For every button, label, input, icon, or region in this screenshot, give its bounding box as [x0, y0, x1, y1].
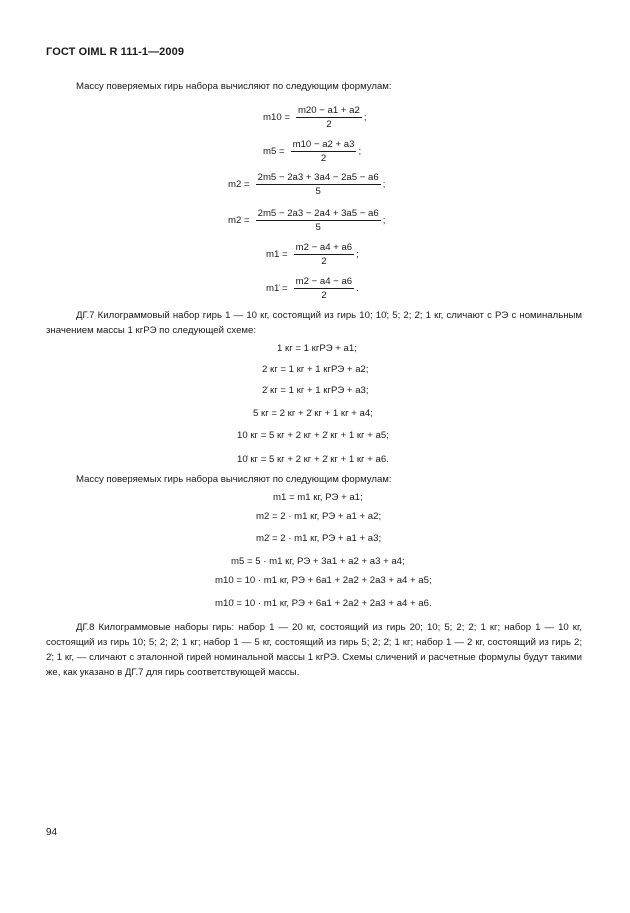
formula-tail: ; [356, 249, 359, 260]
formula-lhs: m1̇ = [266, 283, 288, 294]
formula-tail: . [356, 283, 359, 294]
scheme-line: 5 кг = 2 кг + 2̇ кг + 1 кг + a4; [253, 408, 373, 419]
formula-lhs: m5 = [263, 146, 285, 157]
formula-line: m5 = 5 · m1 кг, РЭ + 3a1 + a2 + a3 + a4; [231, 556, 405, 567]
dg7-paragraph: ДГ.7 Килограммовый набор гирь 1 — 10 кг, состоящий из гирь 10; 10̇; 5; 2; 2̇; 1 кг, сличают с РЭ с номинальным значением массы 1 кгРЭ по следующей схеме: [46, 310, 582, 336]
formula-m1-dot [266, 276, 359, 301]
formula-denominator: 5 [315, 186, 321, 197]
formula-numerator: 2m5 − 2a3 + 3a4 − 2a5 − a6 [257, 172, 379, 183]
page-number: 94 [46, 827, 58, 838]
formula-numerator: m20 − a1 + a2 [297, 105, 360, 116]
formula-numerator: m2 − a4 − a6 [295, 276, 353, 287]
formula-denominator: 2 [320, 153, 327, 164]
scheme-line: 1 кг = 1 кгРЭ + a1; [277, 343, 357, 354]
formula-tail: ; [363, 112, 367, 123]
formula-tail: ; [382, 179, 386, 190]
page-header: ГОСТ OIML R 111-1—2009 [46, 46, 185, 58]
formula-line: m10 = 10 · m1 кг, РЭ + 6a1 + 2a2 + 2a3 + a4 + a5; [215, 575, 432, 586]
formula-line: m2 = 2 · m1 кг, РЭ + a1 + a2; [256, 511, 382, 522]
formula-m5 [263, 139, 361, 164]
formula-numerator: m2 − a4 + a6 [295, 242, 353, 253]
intro-paragraph-2: Массу поверяемых гирь набора вычисляют по следующим формулам: [76, 474, 392, 485]
formula-line: m10̇ = 10 · m1 кг, РЭ + 6a1 + 2a2 + 2a3 + a4 + a6. [215, 598, 432, 609]
scheme-line: 2 кг = 1 кг + 1 кгРЭ + a2; [262, 364, 369, 375]
formula-lhs: m10 = [263, 112, 290, 123]
formula-numerator: 2m5 − 2a3 − 2a4 + 3a5 − a6 [257, 208, 379, 219]
formula-numerator: m10 − a2 + a3 [292, 139, 355, 150]
formula-m2-a [228, 172, 385, 197]
formula-m10 [263, 105, 366, 130]
formula-lhs: m1 = [266, 249, 288, 260]
formula-denominator: 2 [321, 290, 327, 301]
formula-tail: ; [382, 215, 386, 226]
dg8-paragraph: ДГ.8 Килограммовые наборы гирь: набор 1 — 20 кг, состоящий из гирь 20; 10; 5; 2; 2̇; 1 кг; набор 1 — 10 кг, состоящий из гирь 10; 5; 2; 2̇; 1 кг; набор 1 — 5 кг, состоящий из гирь 5; 2; 2̇; 1 кг; набор 1 — 2 кг, состоящий из гирь 2; 2̇; 1 кг, — сличают с эталонной гирей номинальной массы 1 кгРЭ. Схемы сличений и расчетные формулы будут такими же, как указано в ДГ.7 для гирь соответствующей массы. [46, 622, 582, 678]
formula-line: m1 = m1 кг, РЭ + a1; [273, 492, 363, 503]
scheme-line: 10 кг = 5 кг + 2 кг + 2̇ кг + 1 кг + a5; [237, 430, 389, 441]
formula-lhs: m2 = [228, 179, 250, 190]
formula-denominator: 5 [315, 222, 321, 233]
formula-m1 [266, 242, 359, 267]
scheme-line: 2̇ кг = 1 кг + 1 кгРЭ + a3; [262, 385, 369, 396]
formula-denominator: 2 [321, 256, 327, 267]
formula-m2-b [228, 208, 385, 233]
formula-lhs: m2 = [228, 215, 250, 226]
intro-paragraph-1: Массу поверяемых гирь набора вычисляют по следующим формулам: [76, 81, 392, 92]
formula-denominator: 2 [326, 119, 332, 130]
formula-line: m2̇ = 2 · m1 кг, РЭ + a1 + a3; [256, 533, 382, 544]
formula-tail: ; [358, 146, 362, 157]
scheme-line: 10̇ кг = 5 кг + 2 кг + 2̇ кг + 1 кг + a6. [237, 454, 389, 465]
